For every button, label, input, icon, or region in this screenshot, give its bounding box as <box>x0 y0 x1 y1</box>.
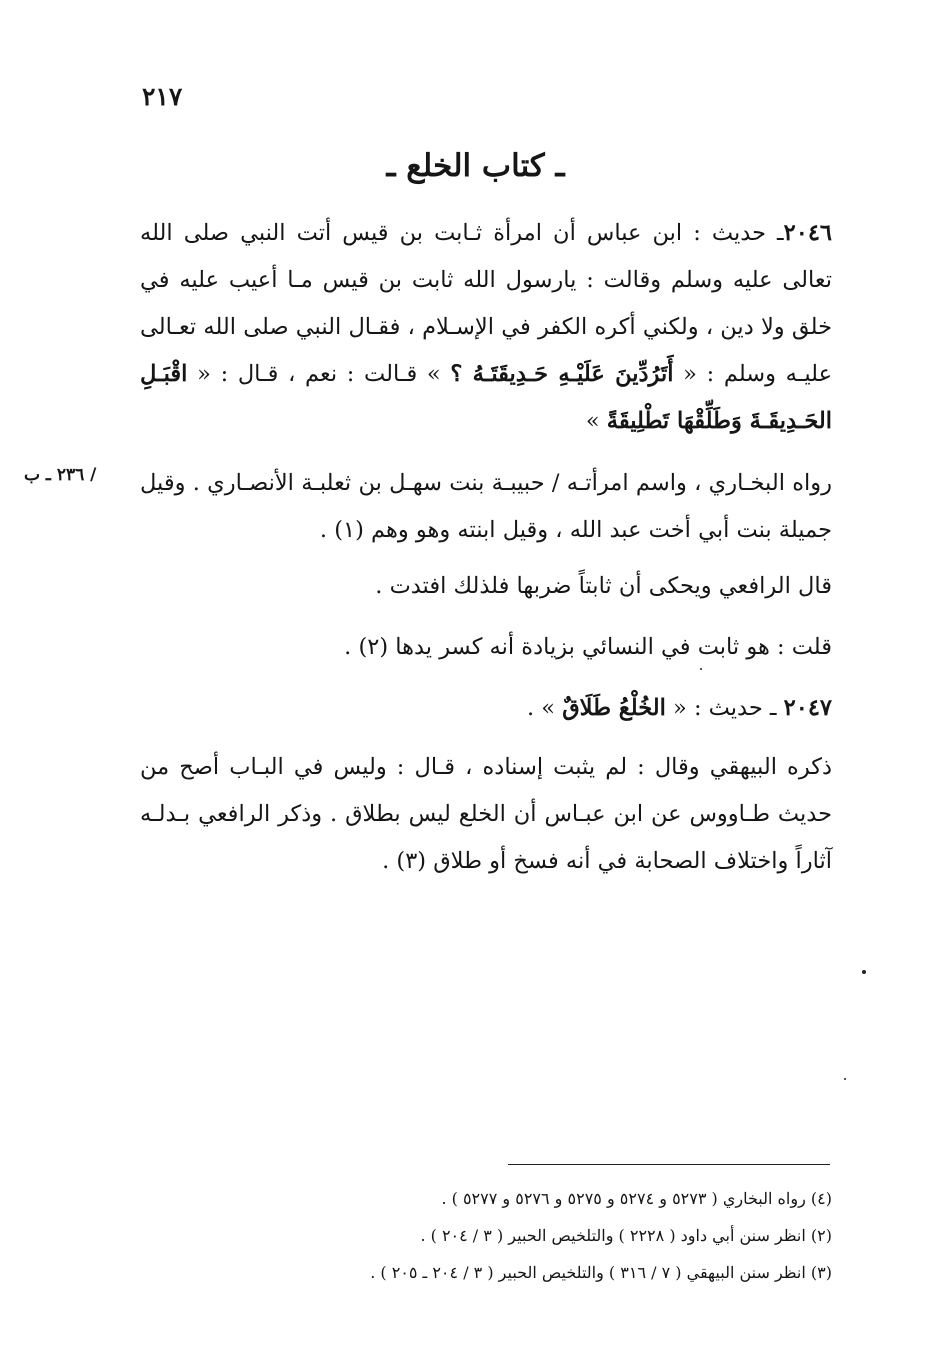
hadith-text: » قـالت : نعم ، قـال : « <box>187 361 451 387</box>
footnotes <box>300 1180 832 1291</box>
scan-speck <box>862 970 866 974</box>
hadith-number: ٢٠٤٧ <box>783 695 832 721</box>
footnote-item: (٣) انظر سنن البيهقي ( ٧ / ٣١٦ ) والتلخيص الحبير ( ٣ / ٢٠٤ ـ ٢٠٥ ) . <box>370 1263 832 1282</box>
qultu-paragraph: قلت : هو ثابت في النسائي بزيادة أنه كسر يدها (٢) . <box>344 634 832 660</box>
scan-speck <box>700 668 702 670</box>
manuscript-folio-note: / ٢٣٦ ـ ب <box>24 465 97 485</box>
page-number: ٢١٧ <box>142 82 183 111</box>
bayhaqi-paragraph: ذكره البيهقي وقال : لم يثبت إسناده ، قـال : وليس في البـاب أصح من حديث طـاووس عن ابن عبـاس أن الخلع ليس بطلاق . وذكر الرافعي بـدلـه آثاراً واختلاف الصحابة في أنه فسخ أو طلاق (٣) . <box>140 754 832 874</box>
hadith-2046-paragraph <box>140 210 832 445</box>
footnote-item: (٢) انظر سنن أبي داود ( ٢٢٢٨ ) والتلخيص الحبير ( ٣ / ٢٠٤ ) . <box>420 1226 832 1245</box>
rafii-paragraph: قال الرافعي ويحكى أن ثابتاً ضربها فلذلك افتدت . <box>375 573 832 599</box>
hadith-text: » <box>585 408 607 434</box>
hadith-text: ـ حديث : ابن عباس أن امرأة ثـابت بن قيس أتت النبي صلى الله تعالى عليه وسلم وقالت : يارسول الله ثابت بن قيس مـا أعيب عليه في خلق ولا دين ، ولكني أكره الكفر في الإسـلام ، فقـال النبي صلى الله تعـالى عليـه وسلم : « <box>140 220 832 387</box>
hadith-2047-paragraph <box>140 685 832 732</box>
footnote-separator <box>508 1164 830 1165</box>
footnote-item: (٤) رواه البخاري ( ٥٢٧٣ و ٥٢٧٤ و ٥٢٧٥ و ٥٢٧٦ و ٥٢٧٧ ) . <box>441 1189 832 1208</box>
hadith-quote: الخُلْعُ طَلَاقٌ <box>562 695 666 721</box>
hadith-quote: اقْبَـلِ الحَـدِيقَـةَ وَطَلِّقْهَا تَطْلِيقَةً <box>140 361 832 434</box>
hadith-quote: أَتَرُدِّينَ عَلَيْـهِ حَـدِيقَتَـهُ ؟ <box>450 361 674 387</box>
riwayah-paragraph: رواه البخـاري ، واسم امرأتـه / حبيبـة بنت سهـل بن ثعلبـة الأنصـاري . وقيل جميلة بنت أبي أخت عبد الله ، وقيل ابنته وهو وهم (١) . <box>140 470 832 543</box>
chapter-title: ـ كتاب الخلع ـ <box>386 148 565 184</box>
hadith-number: ٢٠٤٦ <box>783 220 832 246</box>
scan-speck <box>844 1078 846 1080</box>
hadith-text: ـ حديث : « <box>665 695 784 721</box>
hadith-text: » . <box>526 695 563 721</box>
